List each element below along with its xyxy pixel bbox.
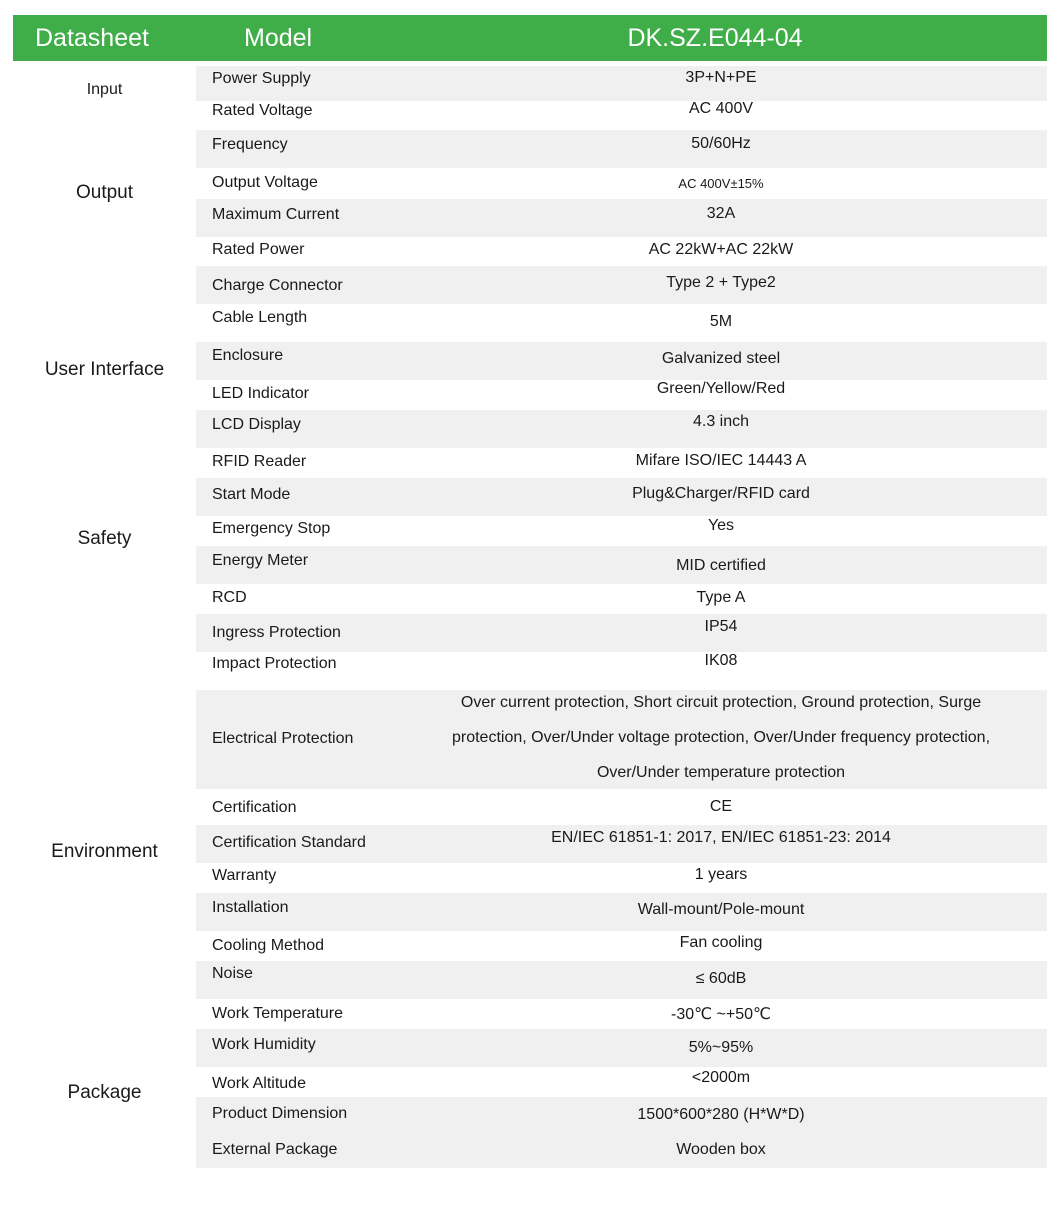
spec-label: LCD Display <box>212 416 301 433</box>
spec-label: Product Dimension <box>212 1105 348 1122</box>
spec-row-energy-meter <box>196 546 1047 584</box>
spec-row-product-dimension <box>196 1097 1047 1135</box>
spec-row-charge-connector <box>196 266 1047 304</box>
spec-table <box>13 61 1047 1168</box>
spec-label: Charge Connector <box>212 277 343 294</box>
spec-row-ingress-protection <box>196 614 1047 652</box>
spec-label: Warranty <box>212 867 277 884</box>
spec-label: Installation <box>212 899 289 916</box>
spec-value: 32A <box>706 205 736 222</box>
spec-row-work-humidity <box>196 1029 1047 1067</box>
spec-value: <2000m <box>691 1069 751 1086</box>
spec-label: Noise <box>212 965 253 982</box>
spec-value: CE <box>709 798 733 815</box>
spec-value-line: Over current protection, Short circuit protection, Ground protection, Surge <box>460 694 982 711</box>
spec-label: Enclosure <box>212 347 284 364</box>
spec-value: Galvanized steel <box>661 350 781 367</box>
spec-label: Rated Power <box>212 241 305 258</box>
spec-label: Electrical Protection <box>212 730 354 747</box>
header-model-label: Model <box>244 24 313 52</box>
spec-value: 1 years <box>694 866 748 883</box>
spec-value: Plug&Charger/RFID card <box>632 485 810 502</box>
header-model-value: DK.SZ.E044-04 <box>627 24 803 52</box>
spec-value: IK08 <box>704 652 738 669</box>
spec-value: MID certified <box>676 557 766 574</box>
spec-value: Green/Yellow/Red <box>656 380 786 397</box>
category-output: Output <box>75 182 134 203</box>
spec-label: Cooling Method <box>212 937 325 954</box>
spec-value: 5M <box>709 313 733 330</box>
spec-row-warranty <box>196 863 1047 893</box>
datasheet-header <box>13 15 1047 61</box>
spec-row-output-voltage <box>196 168 1047 199</box>
spec-row-start-mode <box>196 478 1047 516</box>
spec-value: -30℃ ~+50℃ <box>671 1006 771 1023</box>
spec-label: Certification Standard <box>212 834 366 851</box>
spec-value <box>399 685 1043 790</box>
category-environment: Environment <box>51 841 158 862</box>
spec-label: Work Humidity <box>212 1036 316 1053</box>
spec-value: 4.3 inch <box>692 413 750 430</box>
spec-value: Type 2 + Type2 <box>666 274 776 291</box>
spec-value: AC 400V <box>688 100 754 117</box>
spec-value-line: protection, Over/Under voltage protection, Over/Under frequency protection, <box>451 729 991 746</box>
spec-label: Work Temperature <box>212 1005 344 1022</box>
spec-label: Energy Meter <box>212 552 309 569</box>
spec-label: Rated Voltage <box>212 102 313 119</box>
spec-label: RFID Reader <box>212 453 307 470</box>
spec-label: LED Indicator <box>212 385 309 402</box>
spec-value: AC 400V±15% <box>678 176 764 191</box>
spec-label: External Package <box>212 1141 338 1158</box>
spec-value: Yes <box>707 517 735 534</box>
spec-value: Fan cooling <box>679 934 763 951</box>
spec-row-work-temperature <box>196 999 1047 1029</box>
category-user-interface: User Interface <box>44 359 165 380</box>
spec-row-enclosure <box>196 342 1047 380</box>
spec-value: 3P+N+PE <box>685 69 757 86</box>
spec-value: ≤ 60dB <box>695 970 747 987</box>
spec-row-work-altitude <box>196 1067 1047 1097</box>
spec-label: Emergency Stop <box>212 520 331 537</box>
spec-label: Frequency <box>212 136 288 153</box>
spec-value: Mifare ISO/IEC 14443 A <box>635 452 807 469</box>
spec-value: Wall-mount/Pole-mount <box>637 901 805 918</box>
spec-row-lcd-display <box>196 410 1047 448</box>
spec-value: 5%~95% <box>688 1039 754 1056</box>
spec-row-rated-voltage <box>196 101 1047 130</box>
spec-row-frequency <box>196 130 1047 168</box>
spec-row-external-package <box>196 1135 1047 1168</box>
spec-row-maximum-current <box>196 199 1047 237</box>
spec-row-electrical-protection <box>196 690 1047 789</box>
spec-value: Wooden box <box>676 1141 766 1158</box>
spec-row-cooling-method <box>196 931 1047 961</box>
spec-row-power-supply <box>196 66 1047 101</box>
spec-value: AC 22kW+AC 22kW <box>648 241 794 258</box>
spec-row-installation <box>196 893 1047 931</box>
spec-value: 1500*600*280 (H*W*D) <box>637 1106 805 1123</box>
spec-row-certification <box>196 789 1047 825</box>
spec-value: 50/60Hz <box>691 135 751 152</box>
spec-row-rcd <box>196 584 1047 614</box>
spec-label: Cable Length <box>212 309 308 326</box>
spec-value: EN/IEC 61851-1: 2017, EN/IEC 61851-23: 2014 <box>551 829 891 846</box>
spec-value: Type A <box>696 589 746 606</box>
spec-label: Certification <box>212 799 297 816</box>
category-safety: Safety <box>77 528 132 549</box>
spec-label: Power Supply <box>212 70 311 87</box>
header-datasheet-label: Datasheet <box>35 24 149 52</box>
spec-label: Output Voltage <box>212 174 318 191</box>
spec-label: Ingress Protection <box>212 624 341 641</box>
spec-label: Impact Protection <box>212 655 337 672</box>
spec-row-cable-length <box>196 304 1047 342</box>
category-package: Package <box>67 1082 142 1103</box>
spec-label: Maximum Current <box>212 206 340 223</box>
spec-row-certification-standard <box>196 825 1047 863</box>
spec-value-line: Over/Under temperature protection <box>596 764 846 781</box>
spec-row-rfid-reader <box>196 448 1047 478</box>
spec-label: Start Mode <box>212 486 291 503</box>
spec-row-emergency-stop <box>196 516 1047 546</box>
spec-value: IP54 <box>704 618 738 635</box>
spec-row-noise <box>196 961 1047 999</box>
spec-label: Work Altitude <box>212 1075 306 1092</box>
spec-label: RCD <box>212 589 247 606</box>
spec-row-led-indicator <box>196 380 1047 410</box>
category-input: Input <box>86 81 123 98</box>
spec-row-rated-power <box>196 237 1047 266</box>
